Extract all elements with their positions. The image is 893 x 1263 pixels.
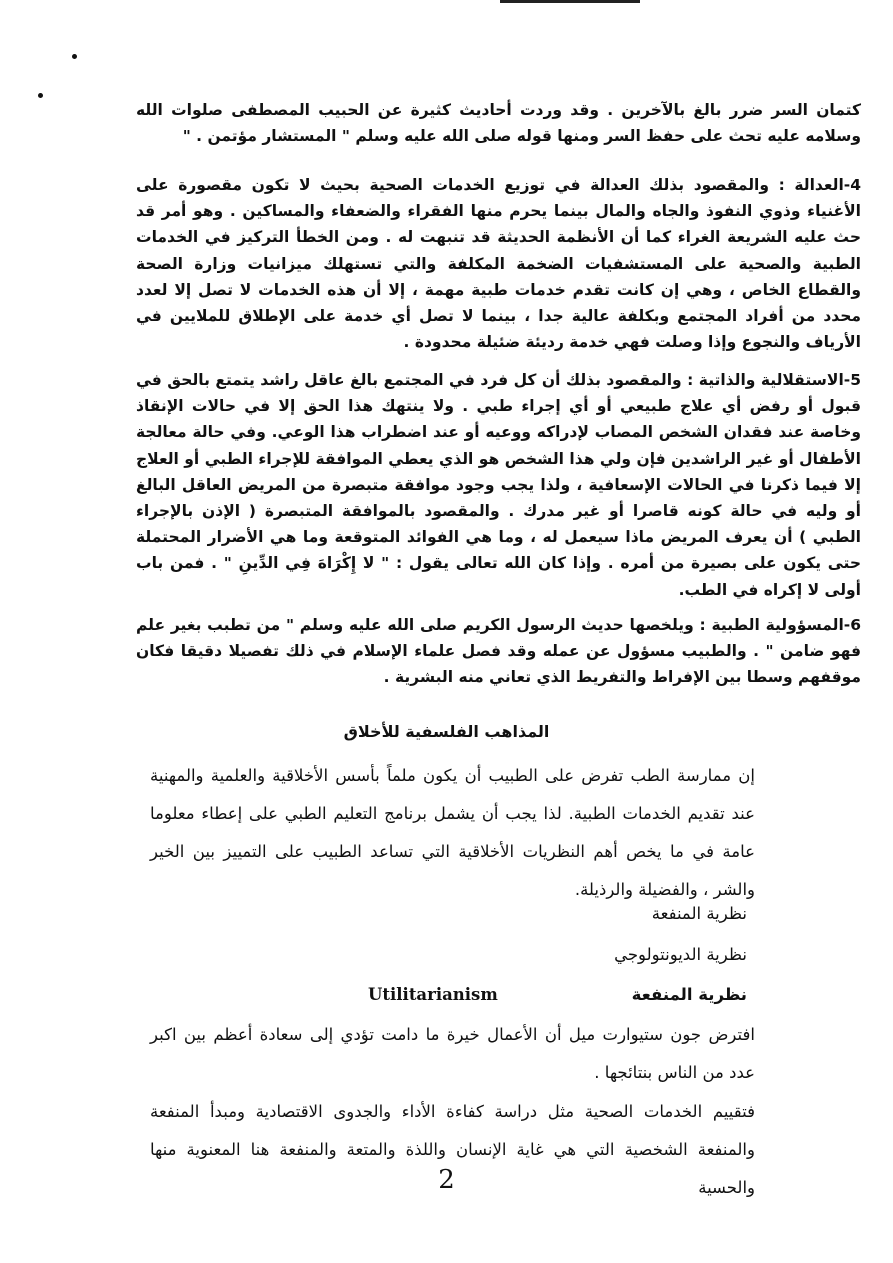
justice-paragraph: 4-العدالة : والمقصود بذلك العدالة في توزيع الخدمات الصحية بحيث لا تكون مقصورة على الأغنياء وذوي النفوذ والجاه والمال بينما يحرم منها الفقراء والضعفاء والمساكين . وهو أمر قد حث عليه الشريعة الغراء كما أن الأنظمة الحديثة قد تنبهت له . ومن الخطأ التركيز في الخدمات الطبية والصحية على المستشفيات الضخمة المكلفة والتي تستهلك ميزانيات وزارة الصحة والقطاع الخاص ، وهي إن كانت تقدم خدمات طبية مهمة ، إلا أن هذه الخدمات لا تصل إلا لعدد محدد من أفراد المجتمع وبكلفة عالية جدا ، بينما لا تصل أي خدمة على الإطلاق للملايين في الأرياف والنجوع وإذا وصلت فهي خدمة رديئة ضئيلة محدودة . (136, 176, 861, 352)
top-rule (500, 0, 640, 3)
utility-paragraph: افترض جون ستيوارت ميل أن الأعمال خيرة ما دامت تؤدي إلى سعادة أعظم بين اكبر عدد من الناس بنتائجها . (150, 1025, 755, 1082)
utility-heading: نظرية المنفعة (631, 985, 747, 1004)
scan-speck (72, 54, 77, 59)
responsibility-paragraph: 6-المسؤولية الطبية : ويلخصها حديث الرسول الكريم صلى الله عليه وسلم " من تطبب بغير علم فهو ضامن " . والطبيب مسؤول عن عمله وقد فصل علماء الإسلام في ذلك تفصيلا دقيقا فكان موقفهم وسطا بين الإفراط والتفريط الذي تعاني منه البشرية . (136, 616, 861, 687)
page-number: 2 (438, 1165, 455, 1195)
services-paragraph: فتقييم الخدمات الصحية مثل دراسة كفاءة الأداء والجدوى الاقتصادية ومبدأ المنفعة والمنفعة الشخصية التي هي غاية الإنسان واللذة والمتعة والمنفعة هنا المعنوية منها والحسية (150, 1102, 755, 1197)
scan-speck (38, 93, 43, 98)
list-item-deontology: نظرية الديونتولوجي (614, 945, 747, 964)
utility-heading-english: Utilitarianism (368, 985, 498, 1004)
section-heading: المذاهب الفلسفية للأخلاق (343, 722, 550, 741)
intro-paragraph: إن ممارسة الطب تفرض على الطبيب أن يكون ملماً بأسس الأخلاقية والعلمية والمهنية عند تقديم الخدمات الطبية. لذا يجب أن يشمل برنامج التعليم الطبي على إعطاء معلوما عامة في ما يخص أهم النظريات الأخلاقية التي تساعد الطبيب على التمييز بين الخير والشر ، والفضيلة والرذيلة. (150, 766, 755, 899)
autonomy-paragraph: 5-الاستقلالية والذاتية : والمقصود بذلك أن كل فرد في المجتمع بالغ عاقل راشد يتمتع بالحق في قبول أو رفض أي علاج طبيعي أو أي إجراء طبي . ولا ينتهك هذا الحق إلا في حالات الإنقاذ وخاصة عند فقدان الشخص المصاب لإدراكه ووعيه أو عند اضطراب هذا الوعي. وفي حالة معالجة الأطفال أو غير الراشدين فإن ولي هذا الشخص هو الذي يعطي الموافقة للإجراء الطبي أو العلاج إلا فيما ذكرنا في الحالات الإسعافية ، ولذا يجب وجود موافقة متبصرة من المريض العاقل البالغ أو وليه في حالة كونه قاصرا أو غير مدرك . والمقصود بالموافقة المتبصرة ( الإذن بالإجراء الطبي ) أن يعرف المريض ماذا سيعمل له ، وما هي الفوائد المتوقعة وما هي الأضرار المحتملة حتى يكون على بصيرة من أمره . وإذا كان الله تعالى يقول : " لا إِكْرَاهَ فِي الدِّينِ " . فمن باب أولى لا إكراه في الطب. (136, 371, 861, 599)
privacy-paragraph: كتمان السر ضرر بالغ بالآخرين . وقد وردت أحاديث كثيرة عن الحبيب المصطفى صلوات الله وسلامه عليه تحث على حفظ السر ومنها قوله صلى الله عليه وسلم " المستشار مؤتمن . " (136, 101, 861, 146)
list-item-utility: نظرية المنفعة (651, 904, 747, 923)
